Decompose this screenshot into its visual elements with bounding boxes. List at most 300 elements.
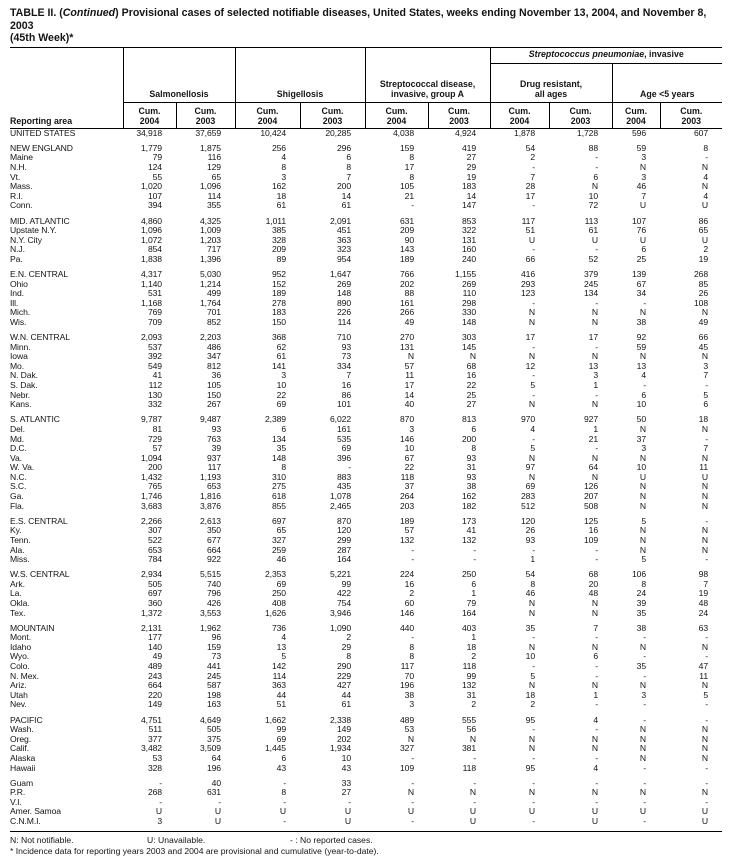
table-row [10,633,722,643]
data-cell: N [639,642,647,652]
row-label: C.N.M.I. [10,816,41,826]
data-cell: 4,317 [140,270,162,279]
data-cell: 17 [404,381,415,391]
data-cell: 3 [703,361,709,371]
table-row [10,308,722,318]
data-cell: - [283,816,286,826]
cum-label: Cum. [680,106,703,117]
data-cell: - [532,201,536,211]
data-cell: U [639,472,647,482]
data-cell: 69 [276,579,286,589]
data-cell: 290 [336,662,352,672]
data-cell: 79 [152,153,162,163]
row-label: Conn. [10,201,33,211]
data-cell: 149 [147,700,162,710]
data-cell: 19 [466,172,477,182]
data-cell: N [639,725,647,735]
data-cell: 66 [698,333,709,343]
data-cell: 440 [399,623,415,633]
data-cell: 29 [341,642,352,652]
data-cell: 49 [152,652,162,662]
data-cell: 852 [206,317,221,327]
data-cell: 697 [271,516,286,526]
data-cell: 67 [636,279,647,289]
row-label: R.I. [10,191,23,201]
col-age-under5-cum-2003 [660,102,722,128]
data-cell: - [705,797,709,807]
data-cell: 10 [636,400,647,410]
year-label: 2004 [509,115,530,126]
data-cell: - [473,545,477,555]
data-cell: - [595,163,599,173]
row-label: Ala. [10,545,25,555]
data-cell: 419 [461,143,477,153]
data-cell: 10 [404,444,415,454]
data-cell: 44 [276,690,286,700]
data-cell: N [701,545,709,555]
data-cell: 1,779 [140,143,162,153]
table-row [10,454,722,464]
data-cell: 937 [206,453,221,463]
data-cell: 52 [588,254,599,264]
data-cell: U [591,235,599,245]
data-cell: 24 [636,589,647,599]
table-row [10,788,722,798]
data-cell: 8 [530,579,536,589]
data-cell: N [469,788,477,798]
data-cell: 2,353 [264,570,286,580]
data-cell: - [473,797,477,807]
table-row [10,643,722,653]
data-cell: - [473,778,477,788]
data-cell: 105 [206,381,221,391]
data-cell: 522 [147,535,162,545]
col-group-strep-a [365,47,490,102]
data-cell: 93 [341,342,352,352]
data-cell: 88 [404,289,415,299]
table-row [10,289,722,299]
row-label: S. ATLANTIC [10,415,60,425]
data-cell: 98 [698,570,709,580]
data-cell: 505 [147,579,162,589]
data-cell: 368 [271,333,286,343]
data-cell: - [532,245,536,255]
data-cell: 99 [276,725,286,735]
data-cell: 355 [206,201,221,211]
row-label: Guam [10,778,34,788]
data-cell: 118 [462,662,477,672]
row-label: PACIFIC [10,715,43,725]
data-cell: 224 [399,570,415,580]
table-row [10,192,722,202]
data-cell: 37 [404,482,415,492]
data-cell: 41 [466,526,477,536]
data-cell: 38 [636,317,647,327]
data-cell: U [701,816,709,826]
table-row [10,128,722,138]
data-cell: - [595,671,599,681]
data-cell: N [591,599,599,608]
table-row [10,226,722,236]
data-cell: 183 [461,182,477,192]
data-cell: 73 [211,652,221,662]
data-cell: 86 [341,390,352,400]
data-cell: 17 [404,163,415,173]
data-cell: 710 [336,333,352,343]
row-label: NEW ENGLAND [10,143,73,153]
cum-label: Cum. [194,106,217,117]
data-cell: U [214,816,221,826]
data-cell: 8 [409,172,415,182]
data-cell: 10 [525,652,536,662]
footnote-unavailable: U: Unavailable. [147,834,206,845]
data-cell: U [528,235,536,245]
data-cell: U [528,807,536,817]
year-label: 2003 [570,115,591,126]
data-cell: 109 [399,763,415,773]
data-cell: 1,647 [330,270,352,279]
table-row [10,435,722,445]
data-cell: 99 [466,671,477,681]
data-cell: - [705,633,709,643]
data-cell: 268 [147,788,162,798]
data-cell: U [639,201,647,211]
data-cell: 796 [206,589,221,599]
row-label: W. Va. [10,463,35,473]
data-cell: N [591,352,599,362]
data-cell: 293 [520,279,536,289]
col-group-salmonellosis: Salmonellosis [123,47,235,102]
data-cell: 508 [583,501,599,511]
data-cell: - [532,778,536,788]
data-cell: 56 [466,725,477,735]
data-cell: 59 [636,143,647,153]
data-cell: 6 [281,424,286,434]
data-cell: 51 [276,700,286,710]
data-cell: - [705,652,709,662]
table-row [10,217,722,227]
data-cell: 48 [698,599,709,608]
table-row [10,570,722,580]
table-row [10,817,722,827]
data-cell: 149 [336,725,352,735]
data-cell: 162 [271,182,286,192]
table-row [10,255,722,265]
data-cell: 200 [336,182,352,192]
data-cell: 5 [530,444,536,454]
year-label: 2004 [257,115,278,126]
data-cell: N [639,788,647,798]
data-cell: 93 [525,535,536,545]
data-cell: 22 [404,463,415,473]
data-cell: 653 [147,545,162,555]
data-cell: 3 [157,816,162,826]
data-cell: 1 [471,589,477,599]
data-cell: 39 [636,599,647,608]
row-label: S. Dak. [10,381,38,391]
row-label: Ark. [10,579,25,589]
data-cell: 363 [336,235,352,245]
data-cell: 5 [530,381,536,391]
data-cell: 130 [147,390,162,400]
data-cell: N [701,352,709,362]
data-cell: 114 [337,317,352,327]
data-cell: 5 [703,690,709,700]
data-cell: 46 [636,182,647,192]
data-cell: N [528,352,536,362]
data-cell: 1,078 [330,492,352,502]
data-cell: 6 [703,400,709,410]
row-label: N. Dak. [10,371,38,381]
data-cell: 17 [588,333,599,343]
data-cell: - [595,153,599,163]
data-cell: 4 [593,763,599,773]
table-title [10,7,723,45]
row-label: Colo. [10,662,30,672]
data-cell: - [411,797,415,807]
row-label: Va. [10,453,22,463]
data-cell: - [595,633,599,643]
data-cell: 4,751 [140,715,162,725]
data-cell: 18 [525,690,536,700]
data-cell: 106 [631,570,647,580]
data-cell: 26 [525,526,536,536]
data-cell: 8 [409,652,415,662]
data-cell: 65 [698,226,709,236]
col-drug-resistant-cum-2004 [490,102,549,128]
data-cell: - [595,725,599,735]
row-label: MID. ATLANTIC [10,216,70,226]
data-cell: 200 [147,463,162,473]
table-row [10,700,722,710]
data-cell: 35 [525,623,536,633]
data-cell: 62 [276,342,286,352]
data-cell: - [411,201,415,211]
data-cell: - [595,298,599,308]
data-cell: 16 [588,526,599,536]
row-label: Amer. Samoa [10,807,61,817]
data-cell: N [639,753,647,763]
data-cell: 505 [206,725,221,735]
year-label: 2004 [386,115,407,126]
data-cell: 57 [152,444,162,454]
data-cell: 4 [530,424,536,434]
data-cell: 90 [404,235,415,245]
data-cell: - [473,555,477,565]
data-cell: 5,515 [199,570,221,580]
table-row [10,681,722,691]
data-cell: 51 [525,226,536,236]
row-label: W.N. CENTRAL [10,333,70,343]
data-cell: 159 [206,642,221,652]
data-cell: - [643,671,647,681]
data-cell: 512 [520,501,536,511]
col-group-strep-pneumoniae [490,47,722,63]
data-cell: N [528,400,536,410]
data-cell: 16 [466,371,477,381]
data-cell: 763 [206,434,221,444]
data-cell: 2,338 [330,715,352,725]
data-cell: 784 [147,555,162,565]
data-cell: - [705,516,709,526]
data-cell: 89 [276,254,286,264]
data-cell: 250 [271,589,286,599]
data-cell: 99 [341,579,352,589]
data-cell: 19 [698,589,709,599]
data-cell: N [591,608,599,618]
data-cell: 278 [271,298,286,308]
data-cell: 37 [636,434,647,444]
data-cell: 97 [525,463,536,473]
data-cell: - [532,753,536,763]
data-cell: 240 [461,254,477,264]
data-cell: 1,432 [140,472,162,482]
data-cell: 360 [147,599,162,608]
data-cell: 54 [525,143,536,153]
data-cell: 86 [698,216,709,226]
cum-label: Cum. [508,106,531,117]
data-cell: 6 [593,172,599,182]
data-cell: 327 [271,535,286,545]
data-cell: 451 [336,226,352,236]
data-cell: N [639,535,647,545]
data-cell: 3 [641,172,647,182]
reporting-area-header: Reporting area [10,47,123,128]
data-cell: 150 [206,390,221,400]
row-label: P.R. [10,788,26,798]
data-cell: 10,424 [260,128,286,138]
data-cell: N [528,788,536,798]
data-cell: 250 [461,570,477,580]
row-label: W.S. CENTRAL [10,570,70,580]
data-cell: U [214,807,221,817]
data-cell: 207 [583,492,599,502]
table-row [10,526,722,536]
data-cell: 200 [461,434,477,444]
data-cell: 3,946 [330,608,352,618]
data-cell: 160 [461,245,477,255]
data-cell: 701 [206,308,221,318]
data-cell: N [701,482,709,492]
data-cell: 79 [466,599,477,608]
data-cell: 4,038 [393,128,415,138]
col-group-strep-a-line1: Streptococcal disease, [379,79,476,90]
row-label: S.C. [10,482,27,492]
data-cell: 8 [346,163,352,173]
data-cell: 427 [336,681,352,691]
data-cell: N [701,642,709,652]
table-row [10,444,722,454]
data-cell: 4 [593,715,599,725]
data-cell: 299 [336,535,352,545]
data-cell: 124 [147,163,162,173]
data-cell: 307 [147,526,162,536]
data-cell: 2,934 [140,570,162,580]
data-cell: 61 [588,226,599,236]
data-cell: - [532,434,536,444]
row-label: D.C. [10,444,27,454]
data-cell: 21 [404,191,415,201]
data-cell: 202 [336,734,352,744]
data-cell: 812 [206,361,221,371]
cum-label: Cum. [138,106,161,117]
data-cell: N [701,424,709,434]
table-row [10,245,722,255]
data-cell: 426 [206,599,221,608]
data-cell: 117 [400,662,415,672]
data-cell: 441 [206,662,221,672]
data-cell: - [159,778,162,788]
data-cell: 375 [206,734,221,744]
col-salmonellosis-cum-2004 [123,102,176,128]
footnotes [10,831,722,857]
data-cell: 854 [147,245,162,255]
data-cell: 44 [341,690,352,700]
data-cell: 350 [206,526,221,536]
data-cell: 25 [636,254,647,264]
data-cell: 1,011 [265,216,286,226]
data-cell: N [701,744,709,754]
table-row [10,624,722,634]
data-cell: 29 [466,163,477,173]
data-cell: 125 [583,516,599,526]
data-cell: 22 [466,381,477,391]
data-cell: 10 [341,753,352,763]
table-row [10,599,722,609]
data-cell: 10 [588,191,599,201]
data-cell: 6 [346,153,352,163]
data-cell: 116 [207,153,221,163]
data-cell: 68 [466,361,477,371]
data-cell: - [595,390,599,400]
data-cell: N [639,681,647,691]
data-cell: 416 [520,270,536,279]
data-cell: 1 [530,555,536,565]
data-cell: 114 [207,191,221,201]
data-cell: N [591,734,599,744]
table-row [10,482,722,492]
data-cell: 8 [641,579,647,589]
row-label: Ill. [10,298,19,308]
row-label: Ind. [10,289,24,299]
data-cell: 159 [399,143,415,153]
data-cell: 535 [336,434,352,444]
data-cell: - [705,381,709,391]
data-cell: 677 [206,535,221,545]
data-cell: 226 [336,308,352,318]
data-cell: 10 [636,463,647,473]
cum-label: Cum. [625,106,648,117]
data-cell: 47 [698,662,709,672]
data-cell: 883 [336,472,352,482]
data-cell: 334 [336,361,352,371]
data-cell: - [705,763,709,773]
row-label: Ky. [10,526,22,536]
data-cell: 403 [461,623,477,633]
data-cell: 141 [271,361,286,371]
data-cell: - [411,555,415,565]
data-cell: 3 [409,424,415,434]
data-cell: N [591,642,599,652]
data-cell: - [705,700,709,710]
data-cell: 120 [520,516,536,526]
data-cell: 27 [466,400,477,410]
data-cell: N [639,453,647,463]
table-row [10,400,722,410]
data-cell: - [348,463,352,473]
data-cell: N [407,352,415,362]
data-cell: 22 [276,390,286,400]
